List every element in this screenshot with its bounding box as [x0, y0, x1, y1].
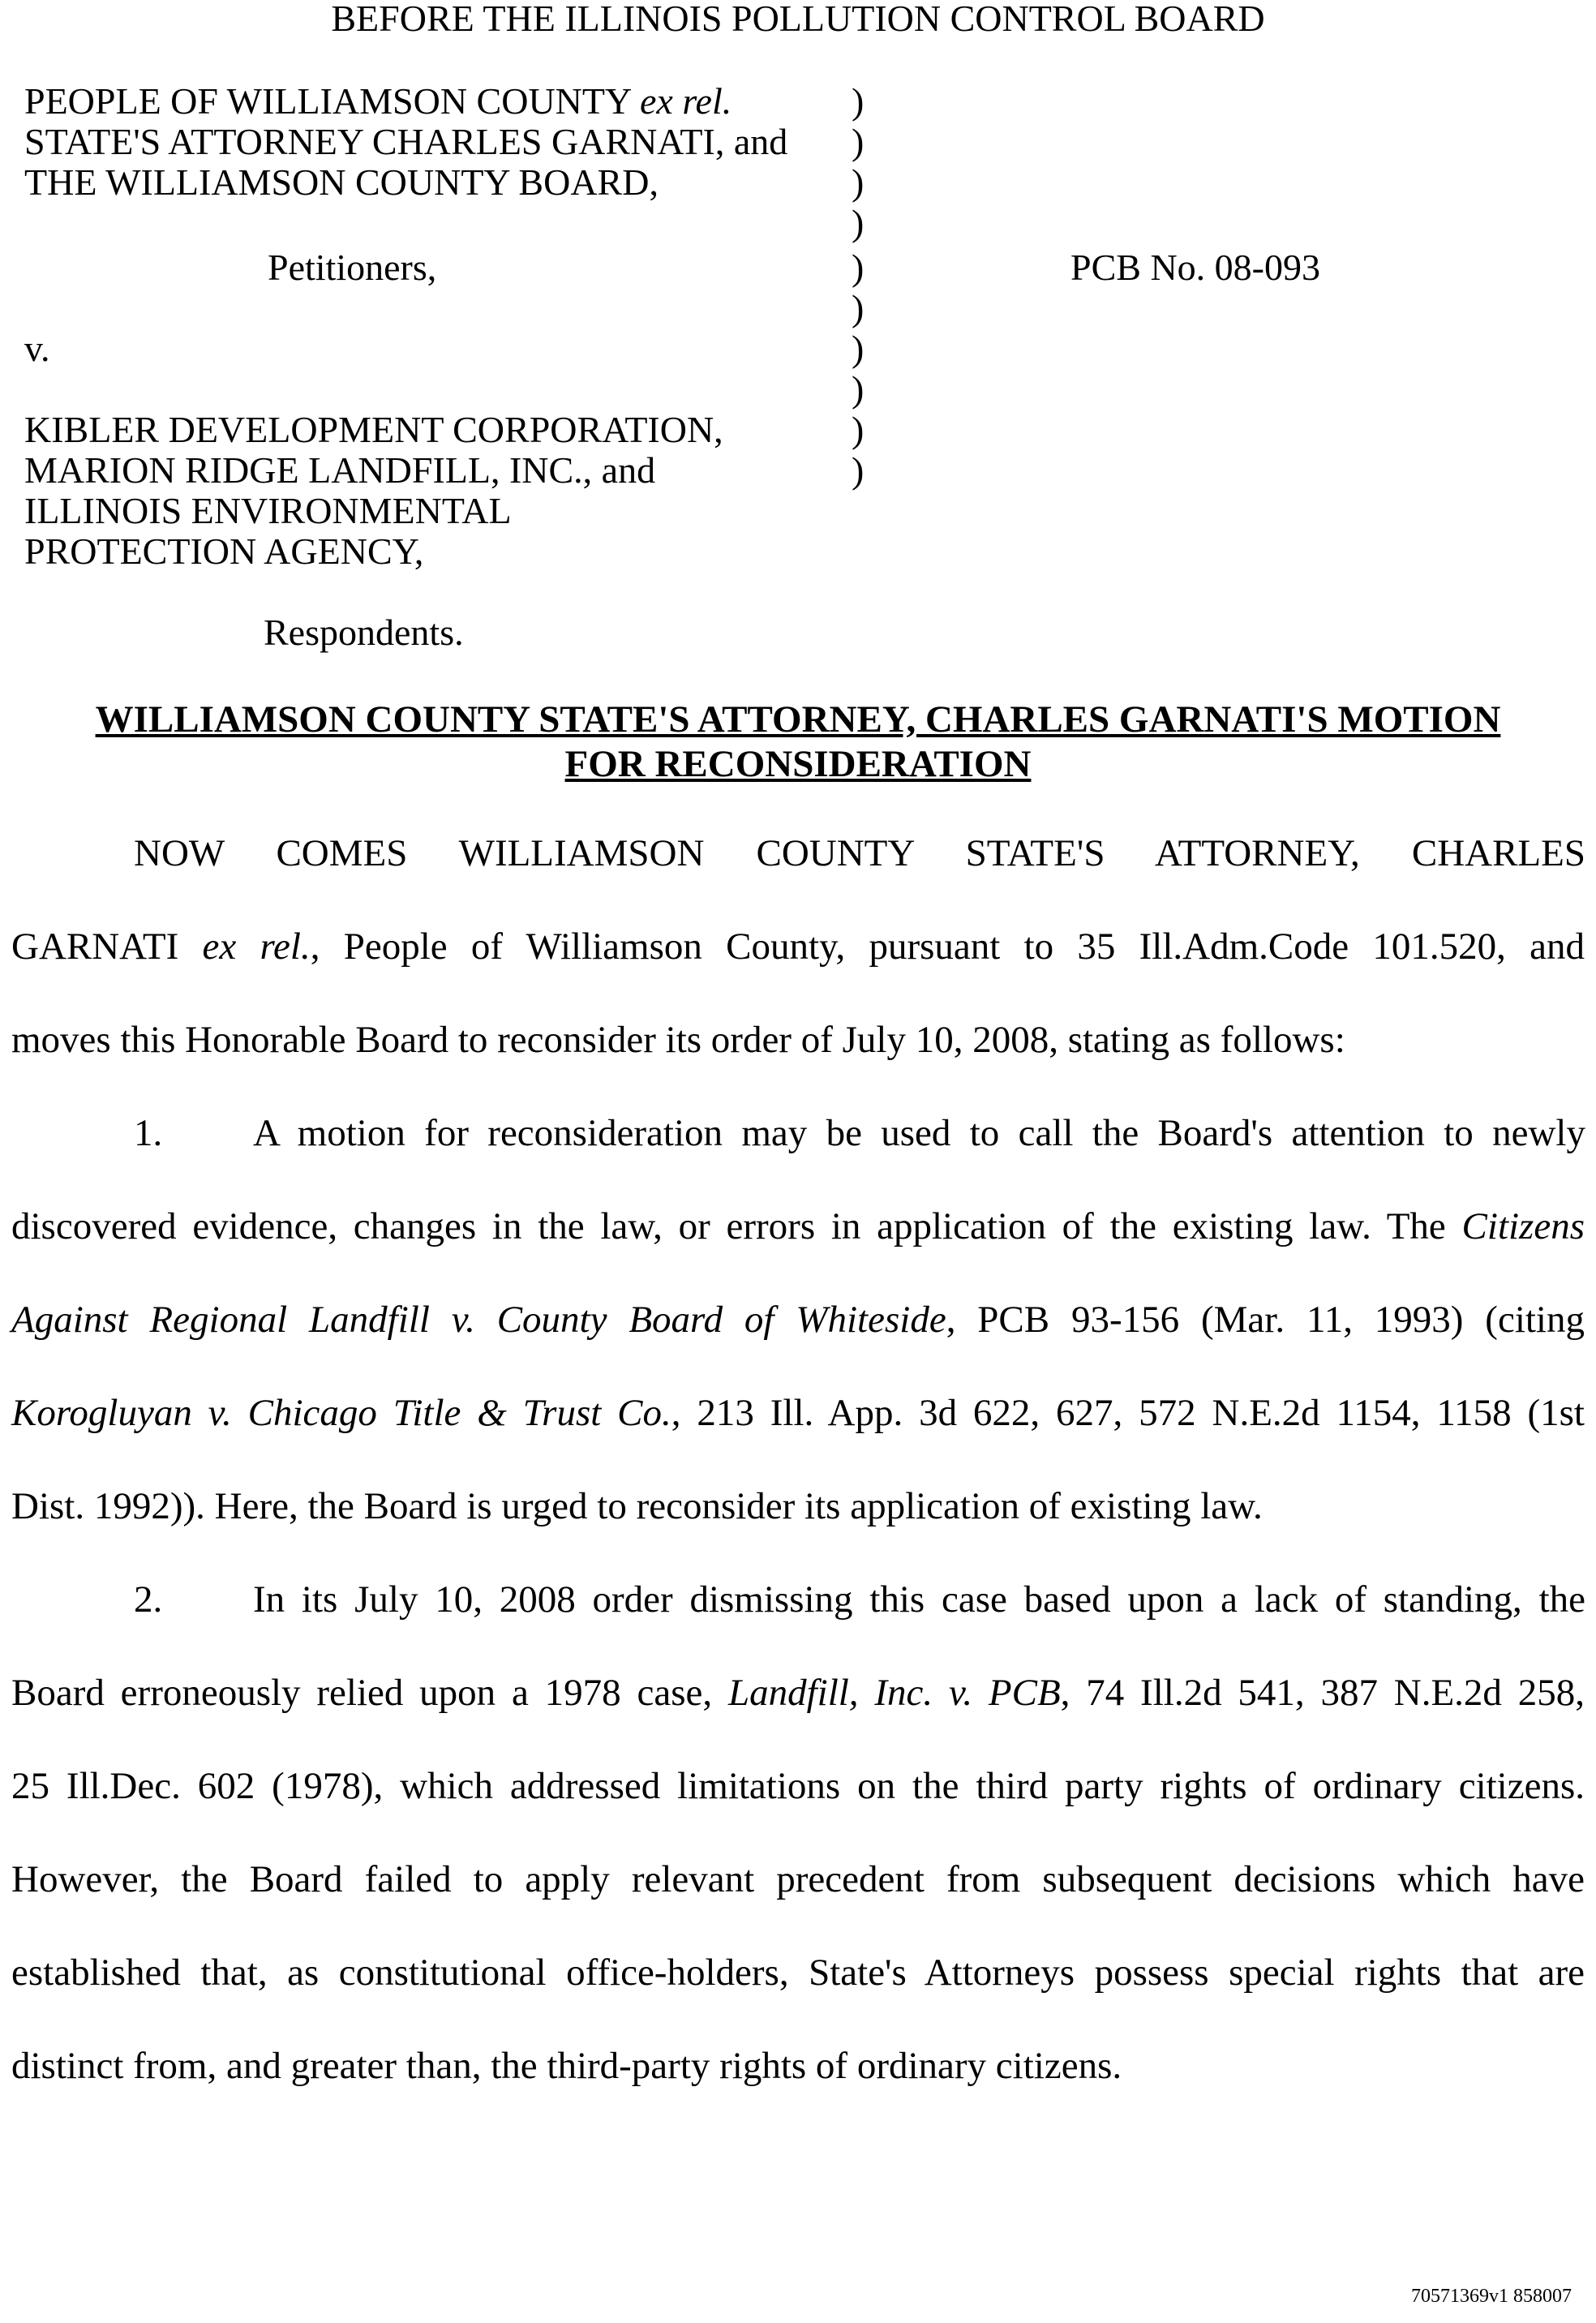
respondent-line-3: ILLINOIS ENVIRONMENTAL — [24, 490, 512, 531]
intro-line-1: NOW COMES WILLIAMSON COUNTY STATE'S ATTORNEY, CHARLES — [134, 832, 1585, 874]
caption-paren: ) — [852, 161, 865, 203]
para2-line-5: established that, as constitutional office-holders, State's Attorneys possess special rights that are — [11, 1952, 1585, 1994]
paragraph-number: 2. — [134, 1578, 163, 1621]
petitioner-line-1: PEOPLE OF WILLIAMSON COUNTY ex rel. — [24, 80, 732, 122]
petitioner-line-2: STATE'S ATTORNEY CHARLES GARNATI, and — [24, 121, 788, 162]
para1-line-1: A motion for reconsideration may be used to call the Board's attention to newly — [253, 1112, 1585, 1154]
petitioners-label: Petitioners, — [268, 247, 437, 288]
respondent-line-2: MARION RIDGE LANDFILL, INC., and — [24, 449, 656, 491]
motion-title-line-2: FOR RECONSIDERATION — [564, 743, 1032, 785]
para1-line-4: Korogluyan v. Chicago Title & Trust Co., 213 Ill. App. 3d 622, 627, 572 N.E.2d 1154, 1158 (1st — [11, 1392, 1585, 1434]
caption-paren: ) — [852, 121, 865, 162]
motion-title-line-1: WILLIAMSON COUNTY STATE'S ATTORNEY, CHARLES GARNATI'S MOTION — [95, 698, 1501, 741]
caption-paren: ) — [852, 409, 865, 450]
caption-paren: ) — [852, 328, 865, 369]
para1-line-2: discovered evidence, changes in the law, or errors in application of the existing law. The Citizens — [11, 1205, 1585, 1247]
para2-line-3: 25 Ill.Dec. 602 (1978), which addressed limitations on the third party rights of ordinary citizens. — [11, 1765, 1585, 1807]
para2-line-4: However, the Board failed to apply relevant precedent from subsequent decisions which have — [11, 1858, 1585, 1900]
paragraph-number: 1. — [134, 1112, 163, 1154]
para2-line-6: distinct from, and greater than, the third-party rights of ordinary citizens. — [11, 2045, 1122, 2087]
para2-line-1: In its July 10, 2008 order dismissing this case based upon a lack of standing, the — [253, 1578, 1585, 1621]
para2-line-2: Board erroneously relied upon a 1978 case, Landfill, Inc. v. PCB, 74 Ill.2d 541, 387 N.E.2d 258, — [11, 1672, 1585, 1714]
intro-line-3: moves this Honorable Board to reconsider its order of July 10, 2008, stating as follows: — [11, 1019, 1345, 1061]
court-header: BEFORE THE ILLINOIS POLLUTION CONTROL BOARD — [331, 0, 1265, 39]
caption-paren: ) — [852, 449, 865, 491]
respondents-label: Respondents. — [264, 612, 464, 653]
caption-paren: ) — [852, 368, 865, 410]
case-number: PCB No. 08-093 — [1070, 247, 1320, 288]
respondent-line-4: PROTECTION AGENCY, — [24, 530, 424, 572]
petitioner-line-3: THE WILLIAMSON COUNTY BOARD, — [24, 161, 659, 203]
intro-line-2: GARNATI ex rel., People of Williamson County, pursuant to 35 Ill.Adm.Code 101.520, and — [11, 925, 1585, 968]
document-id: 70571369v1 858007 — [1411, 2286, 1572, 2307]
caption-paren: ) — [852, 247, 865, 288]
caption-paren: ) — [852, 202, 865, 243]
caption-paren: ) — [852, 80, 865, 122]
respondent-line-1: KIBLER DEVELOPMENT CORPORATION, — [24, 409, 723, 450]
versus: v. — [24, 328, 50, 369]
caption-paren: ) — [852, 287, 865, 328]
para1-line-3: Against Regional Landfill v. County Board of Whiteside, PCB 93-156 (Mar. 11, 1993) (citing — [11, 1299, 1585, 1341]
para1-line-5: Dist. 1992)). Here, the Board is urged to reconsider its application of existing law. — [11, 1485, 1263, 1527]
